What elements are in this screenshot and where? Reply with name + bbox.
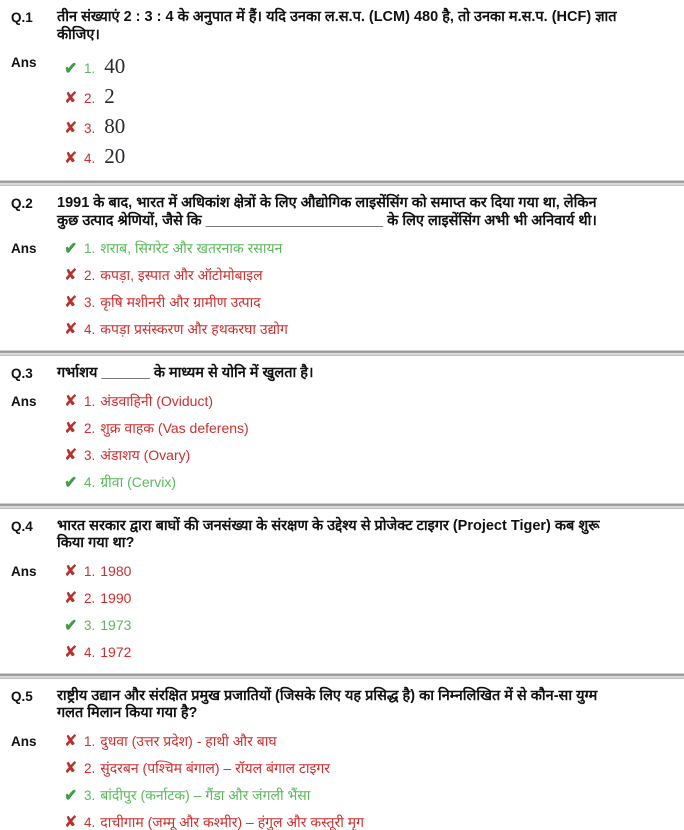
- question-number: Q.5: [11, 688, 33, 704]
- option-text: शुक्र वाहक (Vas deferens): [100, 419, 249, 436]
- cross-icon: ✘: [64, 294, 78, 311]
- cross-icon: ✘: [64, 392, 78, 410]
- options-list: [57, 733, 684, 830]
- option-row: [64, 760, 684, 777]
- option-row: [64, 474, 684, 491]
- question-block-5: [0, 679, 684, 830]
- option-text: कृषि मशीनरी और ग्रामीण उत्पाद: [100, 294, 261, 310]
- option-text: सुंदरबन (पश्चिम बंगाल) – रॉयल बंगाल टाइगर: [100, 759, 331, 776]
- option-number: 2.: [84, 590, 96, 606]
- option-number: 3.: [84, 787, 96, 803]
- ans-label: Ans: [11, 393, 37, 409]
- option-number: 2.: [84, 760, 96, 776]
- cross-icon: ✘: [64, 150, 78, 167]
- option-row: [64, 240, 684, 257]
- option-row: [64, 447, 684, 464]
- option-number: 2.: [84, 268, 96, 283]
- option-text: 2: [104, 84, 115, 108]
- checkmark-icon: ✔: [64, 60, 78, 77]
- option-text: शराब, सिगरेट और खतरनाक रसायन: [100, 240, 283, 256]
- option-text: कपड़ा प्रसंस्करण और हथकरघा उद्योग: [100, 321, 288, 337]
- option-number: 4.: [84, 814, 96, 830]
- option-row: [64, 114, 684, 138]
- cross-icon: ✘: [64, 90, 78, 107]
- ans-label: Ans: [11, 55, 37, 70]
- option-text: 80: [104, 114, 126, 138]
- question-text: तीन संख्याएं 2 : 3 : 4 के अनुपात में हैं। यदि उनका ल.स.प. (LCM) 480 है, तो उनका म.स.प. (HCF) ज्ञात कीजिए।: [57, 9, 617, 43]
- cross-icon: ✘: [64, 562, 78, 580]
- options-list: [57, 393, 684, 491]
- option-row: [64, 787, 684, 804]
- option-text: कपड़ा, इस्पात और ऑटोमोबाइल: [100, 267, 263, 283]
- checkmark-icon: ✔: [64, 616, 78, 634]
- checkmark-icon: ✔: [64, 786, 78, 804]
- cross-icon: ✘: [64, 419, 78, 437]
- question-block-4: [0, 509, 684, 673]
- question-text: राष्ट्रीय उद्यान और संरक्षित प्रमुख प्रजातियों (जिसके लिए यह प्रसिद्ध है) का निम्नलिखित में से कौन-सा युग्म गलत मिलान किया गया है?: [57, 687, 598, 721]
- option-text: बांदीपुर (कर्नाटक) – गैंडा और जंगली भैंसा: [100, 786, 311, 803]
- question-text: भारत सरकार द्वारा बाघों की जनसंख्या के संरक्षण के उद्देश्य से प्रोजेक्ट टाइगर (Project Tiger) कब शुरू किया गया था?: [57, 517, 600, 551]
- option-row: [64, 590, 684, 607]
- option-row: [64, 267, 684, 284]
- cross-icon: ✘: [64, 759, 78, 777]
- option-number: 1.: [84, 393, 96, 409]
- option-row: [64, 420, 684, 437]
- ans-label: Ans: [11, 563, 37, 579]
- option-number: 3.: [84, 121, 96, 136]
- option-number: 4.: [84, 474, 96, 490]
- option-text: 1972: [100, 643, 132, 660]
- option-text: अंडाशय (Ovary): [100, 446, 191, 463]
- question-block-1: [0, 0, 684, 180]
- option-row: [64, 733, 684, 750]
- cross-icon: ✘: [64, 813, 78, 830]
- question-block-2: [0, 186, 684, 350]
- option-text: 1973: [100, 616, 132, 633]
- option-number: 1.: [84, 563, 96, 579]
- option-number: 4.: [84, 322, 96, 337]
- option-number: 3.: [84, 617, 96, 633]
- checkmark-icon: ✔: [64, 473, 78, 491]
- option-row: [64, 617, 684, 634]
- option-number: 2.: [84, 91, 96, 106]
- question-block-3: [0, 356, 684, 503]
- option-row: [64, 644, 684, 661]
- option-number: 1.: [84, 733, 96, 749]
- option-row: [64, 814, 684, 830]
- option-row: [64, 294, 684, 311]
- question-text: 1991 के बाद, भारत में अधिकांश क्षेत्रों के लिए औद्योगिक लाइसेंसिंग को समाप्त कर दिया गया था, लेकिन कुछ उत्पाद श्रेणियों, जैसे कि ______________________ के लिए लाइसेंसिंग अभी भी अनिवार्य थी।: [57, 195, 597, 229]
- option-number: 1.: [84, 241, 96, 256]
- cross-icon: ✘: [64, 267, 78, 284]
- checkmark-icon: ✔: [64, 240, 78, 257]
- ans-label: Ans: [11, 241, 37, 256]
- option-number: 3.: [84, 295, 96, 310]
- option-row: [64, 563, 684, 580]
- option-number: 3.: [84, 447, 96, 463]
- ans-label: Ans: [11, 733, 37, 749]
- option-text: अंडवाहिनी (Oviduct): [100, 392, 213, 409]
- options-list: [57, 563, 684, 661]
- option-number: 1.: [84, 61, 96, 76]
- question-number: Q.2: [11, 196, 33, 211]
- option-text: 1980: [100, 562, 132, 579]
- options-list: [57, 54, 684, 168]
- option-text: दाचीगाम (जम्मू और कश्मीर) – हंगुल और कस्तूरी मृग: [100, 813, 365, 830]
- option-text: 40: [104, 54, 126, 78]
- question-number: Q.3: [11, 366, 33, 381]
- option-row: [64, 144, 684, 168]
- question-text: गर्भाशय ______ के माध्यम से योनि में खुलता है।: [57, 365, 314, 381]
- option-row: [64, 54, 684, 78]
- option-row: [64, 321, 684, 338]
- cross-icon: ✘: [64, 643, 78, 661]
- option-row: [64, 84, 684, 108]
- option-number: 4.: [84, 644, 96, 660]
- option-row: [64, 393, 684, 410]
- cross-icon: ✘: [64, 321, 78, 338]
- option-text: ग्रीवा (Cervix): [100, 473, 177, 490]
- cross-icon: ✘: [64, 120, 78, 137]
- cross-icon: ✘: [64, 589, 78, 607]
- question-number: Q.4: [11, 518, 33, 534]
- question-number: Q.1: [11, 10, 33, 25]
- cross-icon: ✘: [64, 732, 78, 750]
- option-number: 2.: [84, 420, 96, 436]
- option-text: दुधवा (उत्तर प्रदेश) - हाथी और बाघ: [100, 732, 277, 749]
- option-number: 4.: [84, 151, 96, 166]
- option-text: 20: [104, 144, 126, 168]
- cross-icon: ✘: [64, 446, 78, 464]
- options-list: [57, 240, 684, 338]
- option-text: 1990: [100, 589, 132, 606]
